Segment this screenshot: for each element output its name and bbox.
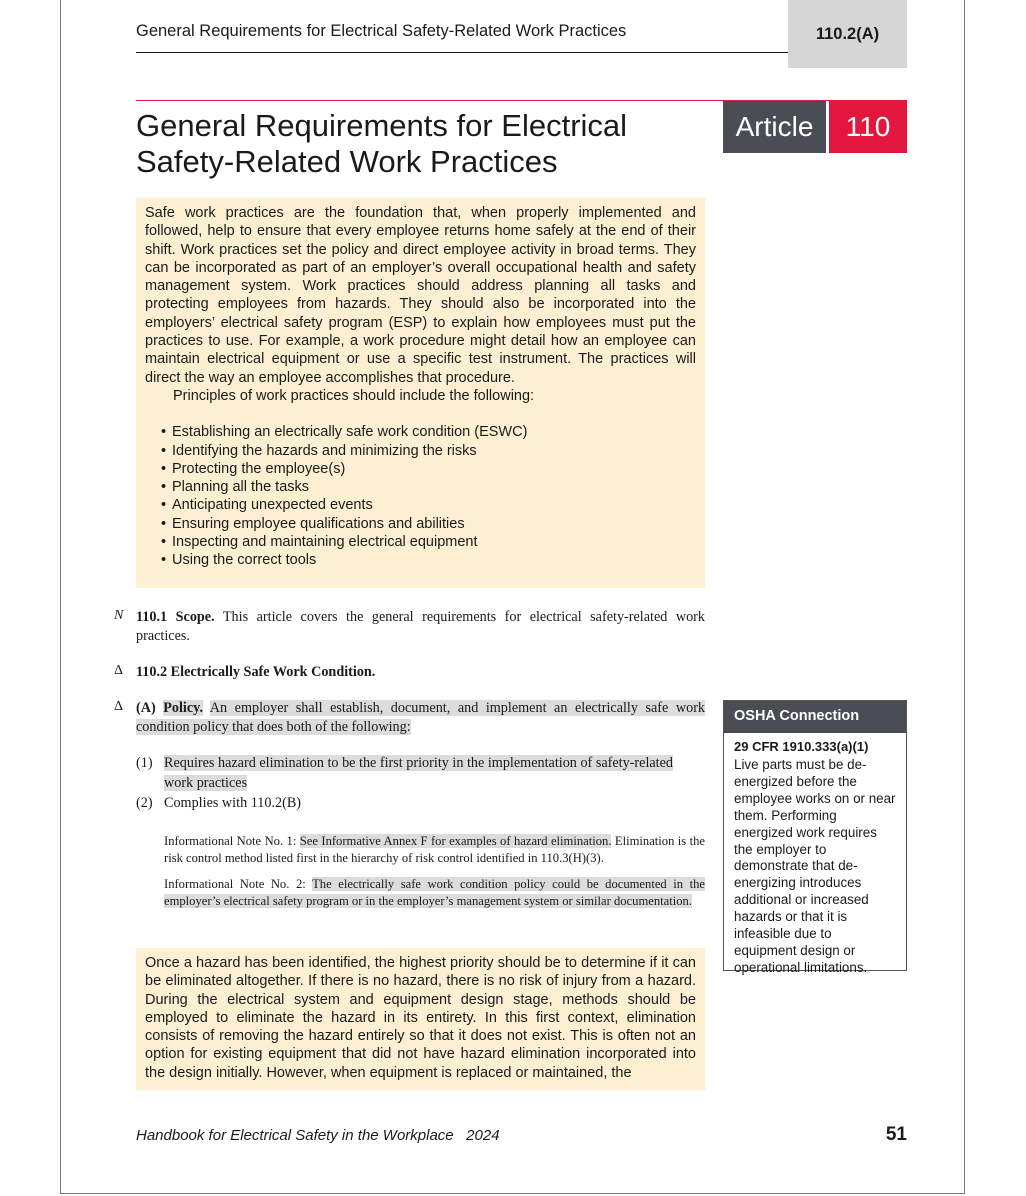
footer-book-title (136, 1127, 500, 1144)
list-item: • Anticipating unexpected events (172, 496, 696, 514)
note-text: Elimination is the risk control method listed first in the hierarchy of risk control identified in 110.3(H)(3). (164, 834, 706, 865)
section-110-1-heading: 110.1 Scope. (136, 609, 215, 625)
note-label: Informational Note No. 2: (164, 877, 306, 891)
book-year: 2024 (466, 1127, 500, 1144)
commentary-elimination-paragraph: Once a hazard has been identified, the highest priority should be to determine if it can be eliminated altogether. If there is no hazard, there is no risk of injury from a hazard. During the electrical system and equipment design stage, methods should be employed to eliminate the hazard in its entirety. In this first context, elimination consists of removing the hazard entirely so that it does not exist. This is often not an option for existing equipment that did not have hazard elimination incorporated into the design initially. However, when equipment is replaced or maintained, the (145, 955, 696, 1081)
section-110-1-text: This article covers the general requirements for electrical safety-related work practices. (136, 609, 706, 644)
list-item: • Protecting the employee(s) (172, 460, 696, 478)
list-item: • Identifying the hazards and minimizing the risks (172, 442, 696, 460)
revision-marker: Δ (114, 699, 124, 714)
osha-title: OSHA Connection (724, 701, 906, 733)
new-section-marker: N (114, 608, 124, 623)
revision-marker: Δ (114, 663, 124, 678)
list-item (136, 754, 705, 793)
commentary-intro-lead: Principles of work practices should include the following: (173, 387, 535, 404)
running-head: General Requirements for Electrical Safety-Related Work Practices (136, 22, 627, 40)
list-item: • Ensuring employee qualifications and abilities (172, 515, 696, 533)
header-rule (136, 52, 788, 53)
item-text: Requires hazard elimination to be the first priority in the implementation of safety-related work practices (164, 755, 674, 791)
subsection-heading: Policy. (163, 700, 204, 716)
section-110-2-heading: 110.2 Electrically Safe Work Condition. (136, 664, 376, 680)
article-number: 110 (829, 101, 907, 153)
commentary-elimination (136, 948, 705, 1090)
osha-citation: 29 CFR 1910.333(a)(1) (734, 739, 869, 754)
book-title: Handbook for Electrical Safety in the Workplace (136, 1127, 454, 1144)
list-item: • Establishing an electrically safe work condition (ESWC) (172, 423, 696, 441)
list-item: • Using the correct tools (172, 551, 696, 569)
page-number: 51 (885, 1124, 907, 1145)
article-label: Article (723, 101, 826, 153)
section-110-2 (136, 663, 705, 682)
item-text: Complies with 110.2(B) (164, 795, 302, 811)
note-highlighted-text: See Informative Annex F for examples of hazard elimination. (299, 834, 612, 848)
section-110-1 (136, 608, 705, 646)
note-label: Informational Note No. 1: (164, 834, 297, 848)
informational-note-2 (164, 876, 705, 909)
section-110-2-a (136, 699, 705, 737)
article-title (136, 108, 696, 180)
article-title-line2: Safety-Related Work Practices (136, 144, 558, 179)
commentary-intro (136, 198, 705, 588)
osha-text: Live parts must be de-energized before the employee works on or near them. Performing energized work requires the employer to demonstrate that de-energizing introduces additional or increased hazards or that it is infeasible due to equipment design or operational limitations. (734, 757, 896, 975)
item-number: (1) (136, 755, 153, 771)
note-text: The electrically safe work condition policy could be documented in the employer’s electrical safety program or in the employer’s management system or similar documentation. (164, 877, 705, 908)
subsection-text: An employer shall establish, document, and implement an electrically safe work condition policy that does both of the following: (136, 700, 706, 735)
commentary-intro-paragraph: Safe work practices are the foundation that, when properly implemented and followed, help to ensure that every employee returns home safely at the end of their shift. Work practices set the policy and direct employee activity in broad terms. They can be incorporated as part of an employer’s overall occupational health and safety management system. Work practices should address planning all tasks and protecting employees from hazards. They should also be incorporated into the employers’ electrical safety program (ESP) to explain how employees must put the practices to use. For example, a work procedure might detail how an employee can maintain electrical equipment or use a specific test instrument. The practices will direct the way an employee accomplishes that procedure. (145, 205, 696, 386)
subsection-label: (A) (136, 700, 156, 716)
list-item (136, 794, 705, 814)
item-number: (2) (136, 795, 153, 811)
section-reference-tab: 110.2(A) (788, 0, 907, 68)
informational-note-1 (164, 833, 705, 866)
article-title-line1: General Requirements for Electrical (136, 108, 628, 143)
principles-list (145, 423, 696, 569)
list-item: • Planning all the tasks (172, 478, 696, 496)
list-item: • Inspecting and maintaining electrical equipment (172, 533, 696, 551)
osha-connection-sidebar (723, 700, 907, 975)
